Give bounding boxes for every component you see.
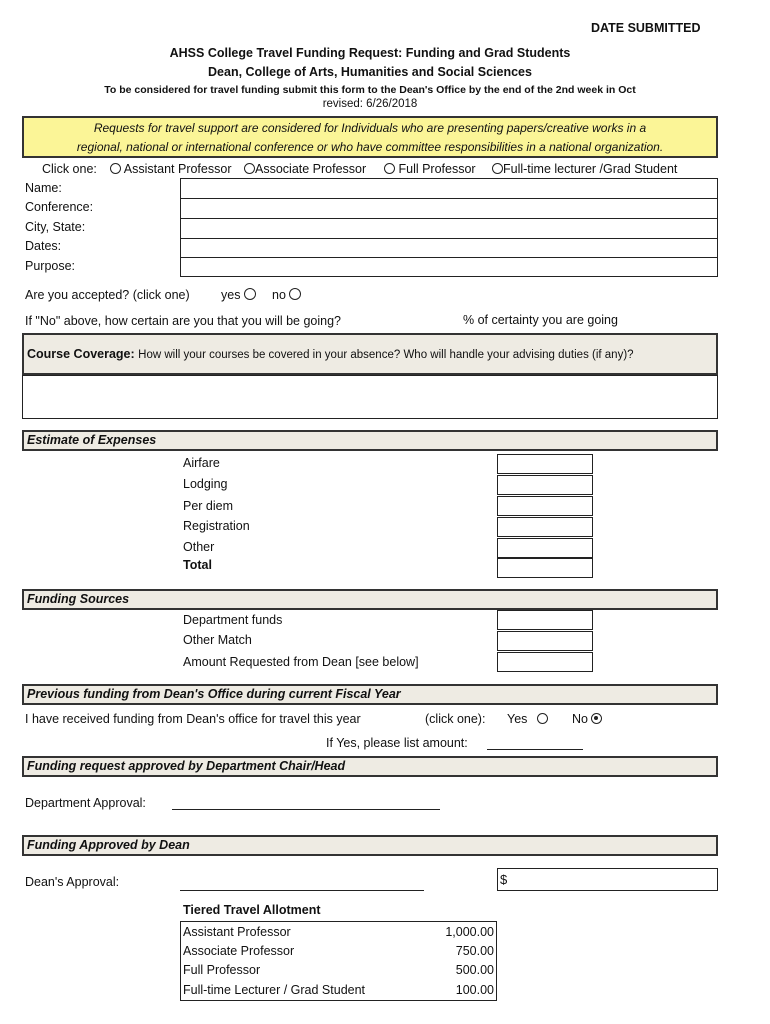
radio-icon[interactable] — [289, 288, 301, 300]
dean-approved-amount-field[interactable] — [497, 868, 718, 891]
radio-icon[interactable] — [492, 163, 503, 174]
expense-other-field[interactable] — [497, 538, 593, 558]
rank-option-assistant[interactable] — [110, 162, 231, 176]
form-subtitle: Dean, College of Arts, Humanities and Social Sciences — [208, 65, 532, 79]
rank-prompt: Click one: — [42, 162, 97, 176]
expense-label-lodging: Lodging — [183, 477, 228, 491]
previous-funding-statement: I have received funding from Dean's office for travel this year — [25, 712, 361, 726]
rank-option-label: Assistant Professor — [123, 162, 232, 176]
conference-label: Conference: — [25, 200, 94, 214]
expense-airfare-field[interactable] — [497, 454, 593, 474]
accepted-yes-option[interactable] — [221, 288, 256, 302]
rank-option-label: Full-time lecturer /Grad Student — [503, 162, 678, 176]
funding-label-other-match: Other Match — [183, 633, 252, 647]
dean-approval-signature-field[interactable] — [180, 889, 424, 891]
rank-option-lecturer[interactable] — [492, 162, 677, 176]
allotment-amount: 750.00 — [426, 941, 496, 960]
previous-funding-click-one: (click one): — [425, 712, 486, 726]
revised-date: revised: 6/26/2018 — [322, 98, 418, 110]
purpose-label: Purpose: — [25, 259, 76, 273]
form-title: AHSS College Travel Funding Request: Funding and Grad Students — [169, 46, 571, 60]
accepted-yes-label: yes — [221, 288, 241, 302]
expense-lodging-field[interactable] — [497, 475, 593, 495]
city-state-field[interactable] — [180, 218, 718, 239]
rank-option-associate[interactable] — [244, 162, 366, 176]
expense-label-per-diem: Per diem — [183, 499, 234, 513]
previous-funding-amount-field[interactable] — [487, 748, 583, 750]
department-approval-label: Department Approval: — [25, 796, 146, 810]
dean-approval-header: Funding Approved by Dean — [22, 835, 718, 856]
date-submitted-label: DATE SUBMITTED — [591, 21, 701, 35]
allotment-row — [181, 961, 497, 980]
funding-label-amount-requested: Amount Requested from Dean [see below] — [183, 655, 419, 669]
allotment-amount: 100.00 — [426, 980, 496, 1000]
allotment-rank: Full-time Lecturer / Grad Student — [181, 980, 427, 1000]
accepted-no-option[interactable] — [272, 288, 301, 302]
radio-icon[interactable] — [384, 163, 395, 174]
purpose-field[interactable] — [180, 257, 718, 277]
expense-per-diem-field[interactable] — [497, 496, 593, 516]
course-coverage-header — [22, 333, 718, 375]
funding-amount-requested-field[interactable] — [497, 652, 593, 672]
expense-total-field[interactable] — [497, 558, 593, 578]
allotment-rank: Associate Professor — [181, 941, 427, 960]
allotment-row — [181, 941, 497, 960]
course-coverage-question: How will your courses be covered in your absence? Who will handle your advising duties (if any)? — [138, 349, 634, 361]
allotment-rank: Full Professor — [181, 961, 427, 980]
eligibility-notice-line1: Requests for travel support are considered for Individuals who are presenting papers/creative works in a — [93, 121, 647, 135]
expenses-section-header: Estimate of Expenses — [22, 430, 718, 451]
funding-department-field[interactable] — [497, 610, 593, 630]
eligibility-notice-line2: regional, national or international conference or who have committee responsibilities in a national organization. — [76, 140, 664, 154]
radio-icon[interactable] — [244, 288, 256, 300]
radio-icon[interactable] — [537, 713, 548, 724]
previous-funding-no-label: No — [572, 712, 588, 726]
radio-selected-icon[interactable] — [591, 713, 602, 724]
previous-funding-no-option[interactable] — [572, 712, 602, 726]
expense-label-other: Other — [183, 540, 215, 554]
previous-funding-amount-prompt: If Yes, please list amount: — [326, 736, 468, 750]
allotment-row — [181, 980, 497, 1000]
dates-label: Dates: — [25, 239, 62, 253]
allotment-table — [180, 921, 497, 1001]
expense-registration-field[interactable] — [497, 517, 593, 537]
submission-instructions: To be considered for travel funding submit this form to the Dean's Office by the end of the 2nd week in Oct — [104, 84, 636, 96]
certainty-question: If "No" above, how certain are you that you will be going? — [25, 314, 342, 328]
accepted-no-label: no — [272, 288, 286, 302]
previous-funding-header: Previous funding from Dean's Office during current Fiscal Year — [22, 684, 718, 705]
accepted-question: Are you accepted? (click one) — [25, 288, 190, 302]
allotment-rank: Assistant Professor — [181, 922, 427, 942]
expense-label-airfare: Airfare — [183, 456, 220, 470]
conference-field[interactable] — [180, 198, 718, 219]
allotment-row — [181, 922, 497, 942]
allotment-title: Tiered Travel Allotment — [183, 903, 321, 917]
rank-option-label: Full Professor — [398, 162, 476, 176]
rank-option-label: Associate Professor — [255, 162, 367, 176]
dean-approval-label: Dean's Approval: — [25, 875, 120, 889]
funding-label-department: Department funds — [183, 613, 283, 627]
department-approval-field[interactable] — [172, 808, 440, 810]
funding-other-match-field[interactable] — [497, 631, 593, 651]
eligibility-notice — [22, 116, 718, 158]
radio-icon[interactable] — [110, 163, 121, 174]
rank-selector — [42, 162, 97, 176]
allotment-amount: 500.00 — [426, 961, 496, 980]
chair-approval-header: Funding request approved by Department Chair/Head — [22, 756, 718, 777]
rank-option-full[interactable] — [384, 162, 476, 176]
dates-field[interactable] — [180, 238, 718, 258]
name-label: Name: — [25, 181, 62, 195]
course-coverage-field[interactable] — [22, 375, 718, 419]
funding-sources-header: Funding Sources — [22, 589, 718, 610]
previous-funding-yes-label: Yes — [507, 712, 528, 726]
currency-symbol: $ — [500, 872, 508, 887]
name-field[interactable] — [180, 178, 718, 199]
city-state-label: City, State: — [25, 220, 86, 234]
course-coverage-title: Course Coverage: — [27, 347, 135, 361]
expense-label-total: Total — [183, 558, 212, 572]
expense-label-registration: Registration — [183, 519, 250, 533]
radio-icon[interactable] — [244, 163, 255, 174]
previous-funding-yes-option[interactable] — [507, 712, 548, 726]
allotment-amount: 1,000.00 — [426, 922, 496, 942]
certainty-label: % of certainty you are going — [463, 313, 618, 327]
